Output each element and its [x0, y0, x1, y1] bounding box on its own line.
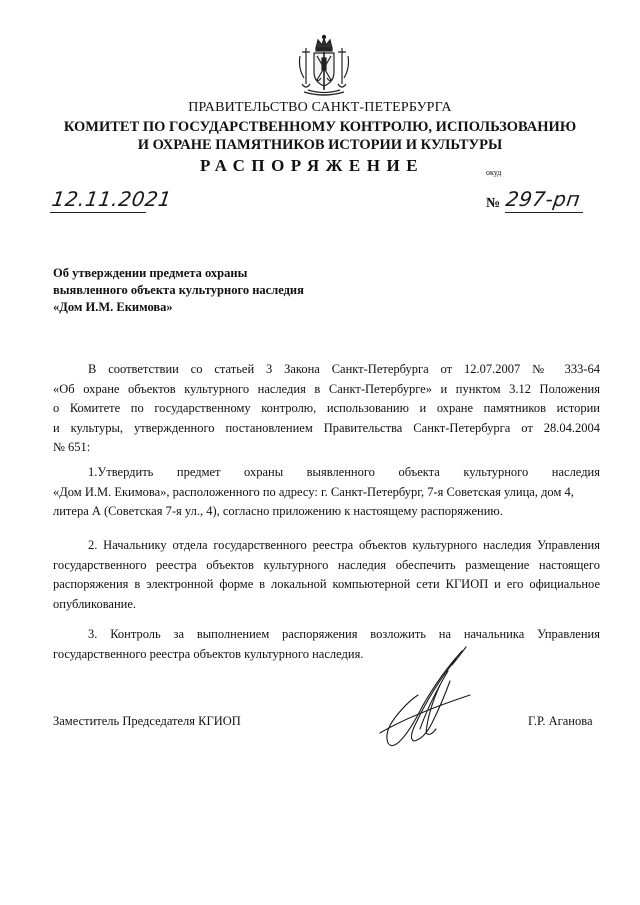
document-number: 297-рп — [504, 187, 582, 211]
text-line: 3. Контроль за выполнением распоряжения возложить на начальника Управления — [88, 627, 600, 641]
committee-name-line1: КОМИТЕТ ПО ГОСУДАРСТВЕННОМУ КОНТРОЛЮ, ИСПОЛЬЗОВАНИЮ — [63, 119, 577, 135]
okud-label: окуд — [486, 168, 502, 177]
text-line: В соответствии со статьей 3 Закона Санкт-Петербурга от 12.07.2007 № 333-64 — [88, 362, 600, 376]
text-line: «Об охране объектов культурного наследия в Санкт-Петербурге» и пунктом 3.12 Положения — [53, 381, 600, 396]
number-sign: № — [486, 196, 501, 211]
signatory-name: Г.Р. Аганова — [528, 714, 593, 728]
number-underline — [505, 212, 583, 213]
text-line: и культуры, утвержденного постановлением Правительства Санкт-Петербурга от 28.04.2004 — [53, 420, 600, 435]
text-line: № 651: — [53, 440, 91, 454]
paragraph-preamble — [53, 360, 600, 458]
subject-line: Об утверждении предмета охраны — [53, 266, 248, 280]
text-line: литера А (Советская 7-я ул., 4), согласно приложению к настоящему распоряжению. — [53, 504, 503, 518]
document-date: 12.11.2021 — [50, 187, 174, 211]
paragraph-item-3 — [53, 625, 600, 664]
document-type-title: РАСПОРЯЖЕНИЕ — [199, 156, 425, 175]
paragraph-item-2 — [53, 536, 600, 614]
text-line: государственного реестра объектов культурного наследия. — [53, 646, 364, 661]
subject-line: «Дом И.М. Екимова» — [53, 300, 173, 314]
text-line: о Комитете по государственному контролю, использованию и охране памятников истории — [53, 401, 600, 415]
text-line: государственного реестра объектов культурного наследия обеспечить размещение настоящего — [53, 557, 600, 572]
signatory-role: Заместитель Председателя КГИОП — [53, 714, 241, 728]
date-underline — [50, 212, 146, 213]
subject-line: выявленного объекта культурного наследия — [53, 283, 304, 297]
text-line: распоряжения в электронной форме в локальной компьютерной сети КГИОП и его официальное — [53, 577, 600, 591]
st-petersburg-coat-of-arms-icon — [296, 34, 352, 98]
text-line: 2. Начальнику отдела государственного реестра объектов культурного наследия Управления — [88, 538, 600, 552]
text-line: опубликование. — [53, 596, 137, 611]
text-line: «Дом И.М. Екимова», расположенного по адресу: г. Санкт-Петербург, 7-я Советская улица, дом 4, — [53, 484, 574, 499]
committee-name-line2: И ОХРАНЕ ПАМЯТНИКОВ ИСТОРИИ И КУЛЬТУРЫ — [137, 137, 503, 153]
document-subject — [53, 265, 304, 316]
text-line: 1.Утвердить предмет охраны выявленного объекта культурного наследия — [88, 465, 600, 479]
paragraph-item-1 — [53, 463, 600, 522]
government-name: ПРАВИТЕЛЬСТВО САНКТ-ПЕТЕРБУРГА — [188, 100, 452, 115]
handwritten-signature-icon — [370, 645, 480, 755]
